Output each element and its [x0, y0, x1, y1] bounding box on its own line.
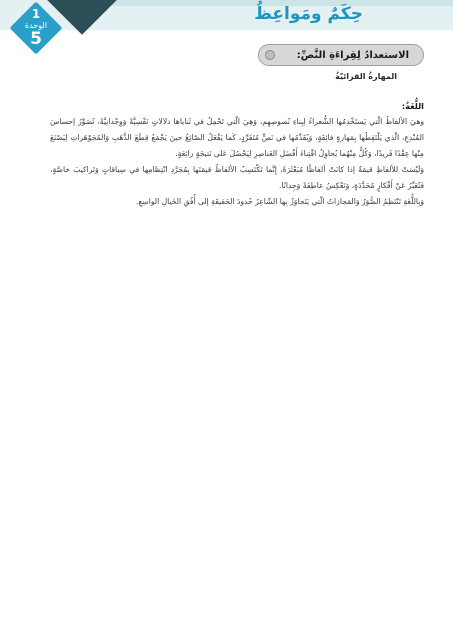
- paragraph-1: وهيَ الألفاظُ الّتي يَستَخْدِمُها الشُّعراءُ لِبِناءِ نُصوصِهِم، وَهِيَ الّتي تَحْمِلُ في ثَناياها دلالاتٍ نَفْسِيَّةً وَوِجْدانِيَّةً، تُصَوِّرُ إحساسَ المُبْدِعِ، الّذي يَلْتَقِطُها بِمَهارةٍ فائِقَةٍ، وَيُقَدِّمُها في نَصٍّ مُتَفَرِّدٍ، كَما يَفْعَلُ الصّائِغُ حينَ يَجْمَعُ قِطَعَ الذَّهَبِ وَالمُجَوْهَراتِ لِيَصْنَعَ مِنْها عِقْدًا فَريدًا، وَكُلٌّ مِنْهُما يُحاوِلُ اقْتِناءَ أَفْضَلِ العَناصِرِ لِيَحْصُلَ عَلى نَتيجَةٍ رائِعَةٍ.: [50, 117, 424, 158]
- unit-number-top: 1: [31, 7, 41, 21]
- paragraph-2: وَلَيْسَتْ للألفاظِ قيمَةٌ إذا كانَتْ ألفاظًا مُبَعْثَرَةً، إِنَّما تَكْتَسِبُ الألفاظُ قيمَتَها بِمُجَرَّدِ انْتِظامِها في سِياقاتٍ وَتَراكيبَ خاصَّةٍ، فَتُعَبِّرُ عَنْ أَفْكارٍ مُحَدَّدَةٍ، وَتَعْكِسُ عاطِفَةً وَجِدانًا.: [50, 165, 424, 190]
- page-title: حِكَمٌ ومَواعِظُ: [254, 4, 363, 24]
- unit-label: الوحدة: [24, 21, 48, 30]
- section-bullet-icon: [265, 50, 275, 60]
- skill-label: المهارةُ القرائيّةُ: [335, 72, 397, 81]
- unit-number: 5: [30, 29, 42, 49]
- unit-badge: [10, 2, 62, 54]
- body-content: [50, 98, 424, 210]
- paragraph-3: وَبِاللُّغَةِ تَنْتَظِمُ الصُّوَرُ وَالمَجازاتُ الّتي يَتَجاوَزُ بِها الشّاعِرُ حُدودَ الحَقيقَةِ إلى أُفُقِ الخَيالِ الواسِعِ.: [135, 197, 424, 206]
- section-header: [258, 44, 424, 66]
- section-title: الاستعدادُ لِقِراءَةِ النَّصِّ:: [296, 49, 409, 61]
- unit-badge-text: [10, 2, 62, 54]
- content-heading: اللُّغَةُ:: [401, 101, 424, 111]
